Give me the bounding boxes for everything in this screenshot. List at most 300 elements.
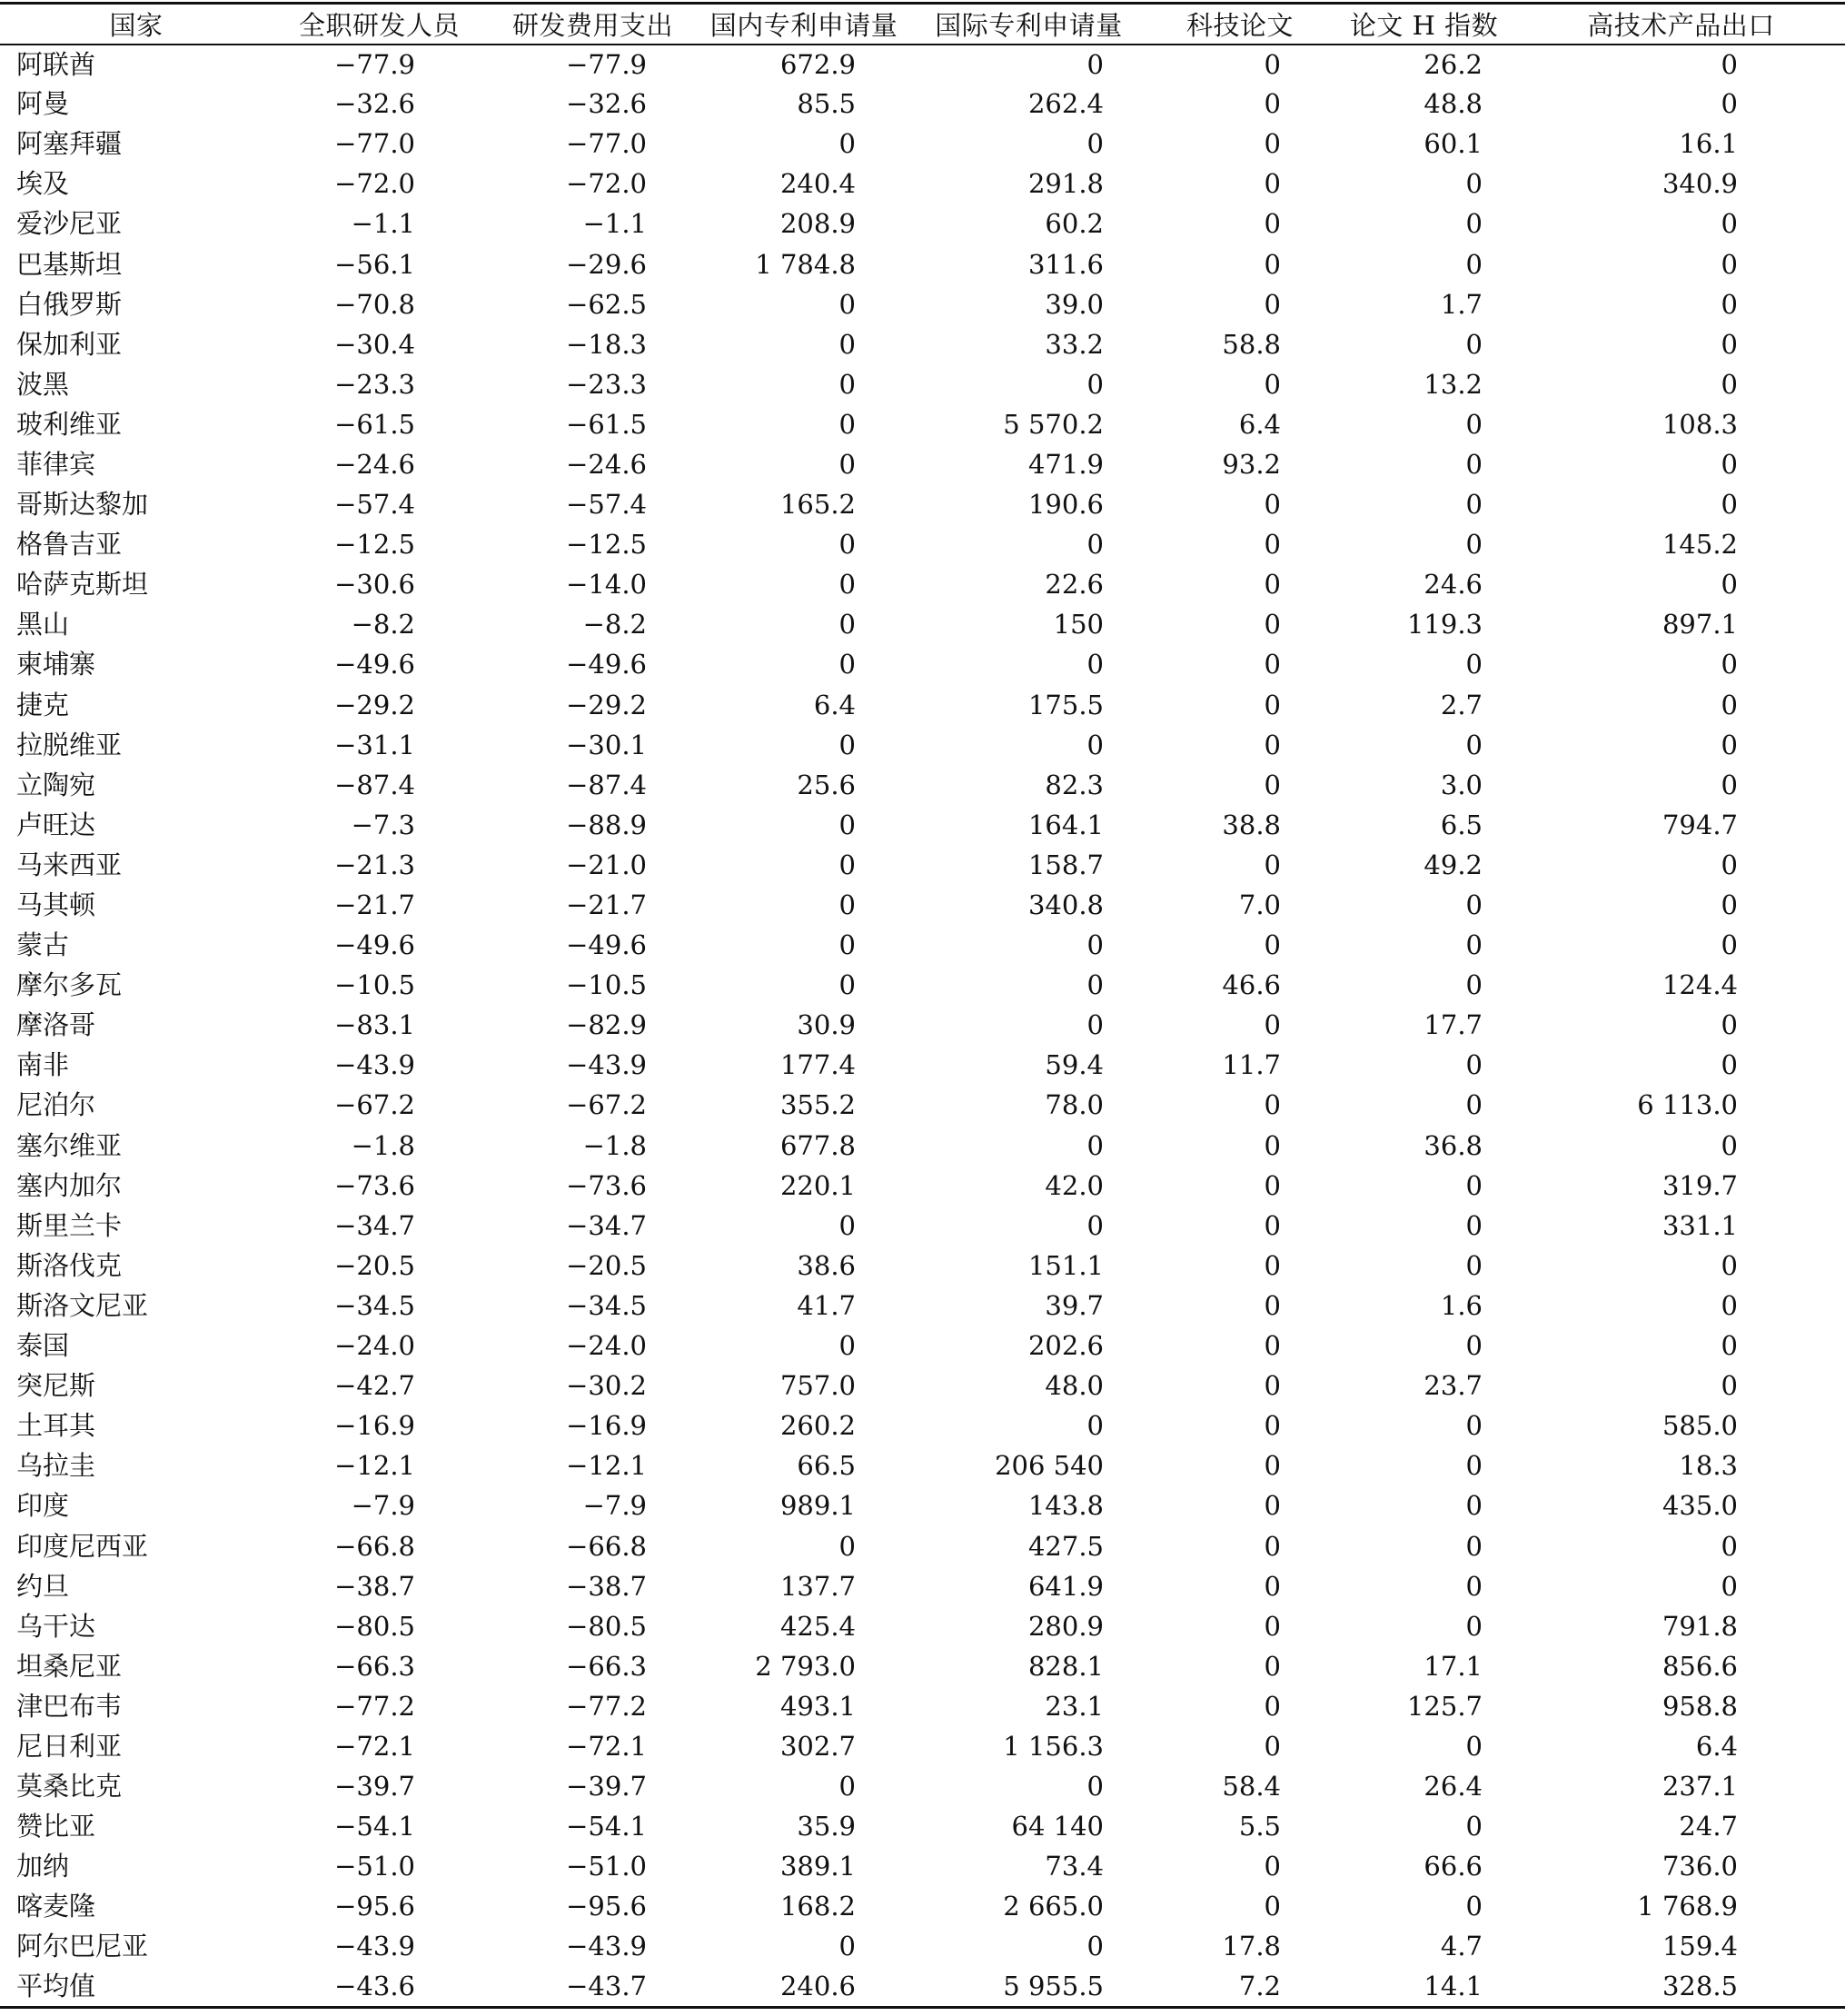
cell-sci-papers: 0	[1264, 1330, 1281, 1362]
cell-rd-staff: −77.0	[334, 128, 415, 160]
cell-hightech-exports: 0	[1721, 328, 1738, 360]
cell-rd-staff: −8.2	[351, 609, 415, 641]
cell-international-patents: 151.1	[1027, 1249, 1104, 1281]
cell-international-patents: 0	[1086, 1410, 1104, 1442]
header-country: 国家	[0, 4, 273, 45]
cell-rd-expenditure: −73.6	[566, 1169, 647, 1201]
cell-rd-expenditure: −39.7	[566, 1771, 647, 1802]
cell-rd-staff: −21.7	[334, 889, 415, 921]
cell-international-patents: 206 540	[995, 1450, 1104, 1482]
cell-rd-expenditure: −20.5	[566, 1249, 647, 1281]
cell-rd-staff: −43.9	[334, 1931, 415, 1962]
cell-rd-expenditure: −49.6	[566, 929, 647, 961]
cell-country: 巴基斯坦	[16, 248, 123, 280]
cell-h-index: 0	[1465, 1610, 1483, 1642]
table-row	[0, 124, 1845, 164]
cell-domestic-patents: 672.9	[779, 48, 856, 80]
cell-h-index: 0	[1465, 1169, 1483, 1201]
cell-international-patents: 0	[1086, 128, 1104, 160]
cell-sci-papers: 0	[1264, 208, 1281, 240]
cell-international-patents: 0	[1086, 48, 1104, 80]
cell-sci-papers: 5.5	[1238, 1811, 1281, 1842]
cell-domestic-patents: 2 793.0	[755, 1650, 856, 1682]
cell-h-index: 1.6	[1440, 1289, 1483, 1321]
cell-hightech-exports: 791.8	[1661, 1610, 1738, 1642]
cell-h-index: 0	[1465, 248, 1483, 280]
table-row	[0, 805, 1845, 845]
cell-hightech-exports: 0	[1721, 729, 1738, 760]
cell-rd-staff: −43.9	[334, 1049, 415, 1081]
cell-sci-papers: 0	[1264, 1169, 1281, 1201]
cell-domestic-patents: 66.5	[797, 1450, 856, 1482]
cell-country: 蒙古	[16, 929, 70, 961]
cell-h-index: 0	[1465, 1049, 1483, 1081]
cell-sci-papers: 0	[1264, 1129, 1281, 1161]
cell-rd-expenditure: −43.9	[566, 1931, 647, 1962]
cell-international-patents: 82.3	[1045, 769, 1104, 800]
cell-hightech-exports: 16.1	[1679, 128, 1738, 160]
cell-rd-expenditure: −43.9	[566, 1049, 647, 1081]
cell-hightech-exports: 0	[1721, 689, 1738, 720]
cell-h-index: 60.1	[1423, 128, 1483, 160]
table-row	[0, 1166, 1845, 1206]
cell-rd-expenditure: −1.1	[582, 208, 647, 240]
cell-international-patents: 164.1	[1027, 809, 1104, 840]
cell-domestic-patents: 389.1	[779, 1851, 856, 1882]
cell-hightech-exports: 6 113.0	[1637, 1089, 1738, 1121]
cell-country: 斯洛伐克	[16, 1249, 123, 1281]
table-row	[0, 1566, 1845, 1606]
cell-domestic-patents: 0	[838, 1931, 856, 1962]
cell-hightech-exports: 0	[1721, 248, 1738, 280]
cell-country: 立陶宛	[16, 769, 96, 800]
cell-sci-papers: 0	[1264, 1209, 1281, 1241]
table-row	[0, 525, 1845, 565]
cell-international-patents: 0	[1086, 649, 1104, 680]
table-row	[0, 1927, 1845, 1967]
cell-h-index: 0	[1465, 929, 1483, 961]
cell-hightech-exports: 0	[1721, 1249, 1738, 1281]
cell-domestic-patents: 355.2	[779, 1089, 856, 1121]
cell-domestic-patents: 0	[838, 1771, 856, 1802]
cell-country: 捷克	[16, 689, 70, 720]
cell-domestic-patents: 0	[838, 569, 856, 601]
table-row	[0, 485, 1845, 525]
cell-country: 波黑	[16, 368, 70, 400]
cell-h-index: 119.3	[1406, 609, 1483, 641]
cell-rd-staff: −51.0	[334, 1851, 415, 1882]
cell-country: 尼泊尔	[16, 1089, 96, 1121]
cell-domestic-patents: 0	[838, 128, 856, 160]
cell-rd-staff: −67.2	[334, 1089, 415, 1121]
cell-hightech-exports: 0	[1721, 48, 1738, 80]
cell-country: 突尼斯	[16, 1370, 96, 1402]
cell-domestic-patents: 260.2	[779, 1410, 856, 1442]
cell-international-patents: 42.0	[1045, 1169, 1104, 1201]
cell-rd-staff: −24.6	[334, 448, 415, 480]
cell-rd-staff: −10.5	[334, 969, 415, 1001]
cell-country: 南非	[16, 1049, 70, 1081]
cell-h-index: 0	[1465, 1450, 1483, 1482]
cell-rd-staff: −31.1	[334, 729, 415, 760]
cell-rd-expenditure: −21.0	[566, 849, 647, 880]
cell-international-patents: 262.4	[1027, 88, 1104, 120]
table-row	[0, 605, 1845, 645]
cell-sci-papers: 0	[1264, 649, 1281, 680]
header-fulltime-rd-staff: 全职研发人员	[273, 4, 486, 45]
cell-h-index: 48.8	[1423, 88, 1483, 120]
cell-h-index: 0	[1465, 489, 1483, 521]
table-row	[0, 1086, 1845, 1126]
cell-international-patents: 0	[1086, 969, 1104, 1001]
cell-rd-expenditure: −54.1	[566, 1811, 647, 1842]
cell-h-index: 0	[1465, 168, 1483, 200]
cell-sci-papers: 0	[1264, 769, 1281, 800]
cell-country: 加纳	[16, 1851, 70, 1882]
cell-h-index: 0	[1465, 328, 1483, 360]
table-row	[0, 1847, 1845, 1887]
cell-international-patents: 0	[1086, 1009, 1104, 1041]
cell-international-patents: 280.9	[1027, 1610, 1104, 1642]
cell-sci-papers: 7.2	[1149, 1967, 1331, 2007]
cell-country: 黑山	[16, 609, 70, 641]
cell-international-patents: 39.0	[1045, 288, 1104, 320]
cell-h-index: 6.5	[1440, 809, 1483, 840]
header-sci-papers: 科技论文	[1149, 4, 1331, 45]
cell-international-patents: 1 156.3	[1003, 1730, 1104, 1762]
cell-rd-expenditure: −88.9	[566, 809, 647, 840]
cell-rd-expenditure: −24.0	[566, 1330, 647, 1362]
cell-country: 格鲁吉亚	[16, 529, 123, 561]
cell-international-patents: 0	[1086, 1931, 1104, 1962]
table-row	[0, 324, 1845, 364]
cell-country: 阿曼	[16, 88, 70, 120]
cell-h-index: 0	[1465, 208, 1483, 240]
cell-country: 泰国	[16, 1330, 70, 1362]
cell-hightech-exports: 0	[1721, 849, 1738, 880]
cell-rd-expenditure: −12.1	[566, 1450, 647, 1482]
cell-domestic-patents: 137.7	[779, 1570, 856, 1602]
cell-rd-expenditure: −29.6	[566, 248, 647, 280]
cell-sci-papers: 38.8	[1222, 809, 1281, 840]
cell-rd-expenditure: −77.0	[566, 128, 647, 160]
cell-domestic-patents: 0	[838, 609, 856, 641]
cell-country: 玻利维亚	[16, 408, 123, 440]
cell-sci-papers: 0	[1264, 929, 1281, 961]
cell-rd-staff: −12.5	[334, 529, 415, 561]
cell-sci-papers: 0	[1264, 529, 1281, 561]
cell-international-patents: 22.6	[1045, 569, 1104, 601]
cell-rd-expenditure: −87.4	[566, 769, 647, 800]
header-international-patents: 国际专利申请量	[908, 4, 1149, 45]
cell-domestic-patents: 0	[838, 729, 856, 760]
cell-domestic-patents: 0	[838, 448, 856, 480]
cell-sci-papers: 0	[1264, 1851, 1281, 1882]
cell-rd-staff: −29.2	[334, 689, 415, 720]
cell-rd-staff: −32.6	[334, 88, 415, 120]
table-row	[0, 1286, 1845, 1326]
cell-hightech-exports: 0	[1721, 889, 1738, 921]
cell-rd-expenditure: −23.3	[566, 368, 647, 400]
cell-rd-expenditure: −32.6	[566, 88, 647, 120]
cell-rd-staff: −7.3	[351, 809, 415, 840]
cell-international-patents: 202.6	[1027, 1330, 1104, 1362]
cell-hightech-exports: 0	[1721, 288, 1738, 320]
cell-h-index: 23.7	[1423, 1370, 1483, 1402]
table-row	[0, 1366, 1845, 1406]
cell-domestic-patents: 208.9	[779, 208, 856, 240]
cell-country: 白俄罗斯	[16, 288, 123, 320]
table-row	[0, 1246, 1845, 1286]
cell-domestic-patents: 302.7	[779, 1730, 856, 1762]
cell-rd-staff: −20.5	[334, 1249, 415, 1281]
cell-domestic-patents: 0	[838, 408, 856, 440]
cell-hightech-exports: 0	[1721, 769, 1738, 800]
cell-h-index: 17.1	[1423, 1650, 1483, 1682]
cell-h-index: 0	[1465, 1089, 1483, 1121]
cell-domestic-patents: 0	[838, 328, 856, 360]
table-row	[0, 284, 1845, 324]
cell-international-patents: 190.6	[1027, 489, 1104, 521]
cell-sci-papers: 0	[1264, 48, 1281, 80]
cell-hightech-exports: 340.9	[1661, 168, 1738, 200]
header-h-index: 论文 H 指数	[1331, 4, 1517, 45]
cell-h-index: 0	[1465, 889, 1483, 921]
cell-international-patents: 471.9	[1027, 448, 1104, 480]
cell-h-index: 3.0	[1440, 769, 1483, 800]
cell-rd-expenditure: −24.6	[566, 448, 647, 480]
cell-h-index: 0	[1465, 1209, 1483, 1241]
cell-h-index: 0	[1465, 1891, 1483, 1922]
cell-rd-expenditure: −77.2	[566, 1690, 647, 1722]
cell-rd-staff: −39.7	[334, 1771, 415, 1802]
cell-international-patents: 158.7	[1027, 849, 1104, 880]
cell-rd-staff: −57.4	[334, 489, 415, 521]
cell-hightech-exports: 0	[1721, 368, 1738, 400]
cell-country: 土耳其	[16, 1410, 96, 1442]
table-row	[0, 1126, 1845, 1166]
cell-rd-expenditure: −95.6	[566, 1891, 647, 1922]
cell-rd-expenditure: −67.2	[566, 1089, 647, 1121]
cell-country: 斯里兰卡	[16, 1209, 123, 1241]
cell-rd-expenditure: −29.2	[566, 689, 647, 720]
cell-international-patents: 33.2	[1045, 328, 1104, 360]
cell-sci-papers: 0	[1264, 1690, 1281, 1722]
cell-sci-papers: 0	[1264, 248, 1281, 280]
cell-rd-staff: −72.1	[334, 1730, 415, 1762]
cell-international-patents: 641.9	[1027, 1570, 1104, 1602]
cell-sci-papers: 0	[1264, 1410, 1281, 1442]
cell-domestic-patents: 757.0	[779, 1370, 856, 1402]
cell-hightech-exports: 0	[1721, 1330, 1738, 1362]
table-row	[0, 1446, 1845, 1486]
cell-rd-staff: −30.6	[334, 569, 415, 601]
cell-domestic-patents: 168.2	[779, 1891, 856, 1922]
cell-rd-expenditure: −30.2	[566, 1370, 647, 1402]
cell-rd-expenditure: −30.1	[566, 729, 647, 760]
cell-domestic-patents: 0	[838, 889, 856, 921]
cell-hightech-exports: 331.1	[1661, 1209, 1738, 1241]
cell-domestic-patents: 0	[838, 849, 856, 880]
cell-country: 阿塞拜疆	[16, 128, 123, 160]
cell-h-index: 0	[1465, 649, 1483, 680]
cell-country: 约旦	[16, 1570, 70, 1602]
cell-sci-papers: 0	[1264, 88, 1281, 120]
table-body	[0, 45, 1845, 2008]
cell-sci-papers: 0	[1264, 1089, 1281, 1121]
table-row	[0, 1887, 1845, 1927]
cell-h-index: 125.7	[1406, 1690, 1483, 1722]
cell-h-index: 26.4	[1423, 1771, 1483, 1802]
cell-country: 马其顿	[16, 889, 96, 921]
cell-domestic-patents: 0	[838, 368, 856, 400]
cell-international-patents: 2 665.0	[1003, 1891, 1104, 1922]
cell-sci-papers: 0	[1264, 128, 1281, 160]
cell-country: 尼日利亚	[16, 1730, 123, 1762]
cell-rd-staff: −12.1	[334, 1450, 415, 1482]
cell-rd-expenditure: −72.0	[566, 168, 647, 200]
table-row	[0, 645, 1845, 685]
header-hightech-exports: 高技术产品出口	[1517, 4, 1845, 45]
cell-sci-papers: 0	[1264, 1650, 1281, 1682]
cell-international-patents: 0	[1086, 929, 1104, 961]
cell-country: 马来西亚	[16, 849, 123, 880]
cell-hightech-exports: 856.6	[1661, 1650, 1738, 1682]
cell-sci-papers: 46.6	[1222, 969, 1281, 1001]
cell-country: 阿尔巴尼亚	[16, 1931, 149, 1962]
cell-rd-expenditure: −49.6	[566, 649, 647, 680]
cell-rd-expenditure: −77.9	[566, 48, 647, 80]
cell-international-patents: 48.0	[1045, 1370, 1104, 1402]
cell-rd-staff: −95.6	[334, 1891, 415, 1922]
cell-international-patents: 828.1	[1027, 1650, 1104, 1682]
cell-domestic-patents: 38.6	[797, 1249, 856, 1281]
data-table	[0, 2, 1845, 2009]
cell-h-index: 4.7	[1440, 1931, 1483, 1962]
cell-h-index: 17.7	[1423, 1009, 1483, 1041]
cell-rd-staff: −30.4	[334, 328, 415, 360]
cell-hightech-exports: 108.3	[1661, 408, 1738, 440]
cell-rd-staff: −49.6	[334, 649, 415, 680]
cell-rd-staff: −54.1	[334, 1811, 415, 1842]
cell-domestic-patents: 165.2	[779, 489, 856, 521]
cell-rd-staff: −1.1	[351, 208, 415, 240]
cell-domestic-patents: 240.4	[779, 168, 856, 200]
cell-sci-papers: 0	[1264, 1370, 1281, 1402]
cell-country: 保加利亚	[16, 328, 123, 360]
cell-rd-staff: −77.2	[334, 1690, 415, 1722]
cell-rd-staff: −24.0	[334, 1330, 415, 1362]
cell-country: 菲律宾	[16, 448, 96, 480]
table-row	[0, 1606, 1845, 1646]
cell-hightech-exports: 794.7	[1661, 809, 1738, 840]
cell-country: 爱沙尼亚	[16, 208, 123, 240]
cell-h-index: 24.6	[1423, 569, 1483, 601]
cell-country: 拉脱维亚	[16, 729, 123, 760]
cell-rd-expenditure: −66.3	[566, 1650, 647, 1682]
table-row	[0, 164, 1845, 204]
cell-country: 喀麦隆	[16, 1891, 96, 1922]
cell-international-patents: 78.0	[1045, 1089, 1104, 1121]
cell-sci-papers: 0	[1264, 1009, 1281, 1041]
cell-country: 乌拉圭	[16, 1450, 96, 1482]
cell-hightech-exports: 0	[1721, 88, 1738, 120]
cell-domestic-patents: 240.6	[699, 1967, 908, 2007]
cell-h-index: 1.7	[1440, 288, 1483, 320]
cell-international-patents: 175.5	[1027, 689, 1104, 720]
table-row	[0, 1967, 1845, 2007]
cell-sci-papers: 0	[1264, 1249, 1281, 1281]
cell-international-patents: 64 140	[1011, 1811, 1104, 1842]
table-row	[0, 1807, 1845, 1847]
cell-sci-papers: 0	[1264, 1891, 1281, 1922]
cell-hightech-exports: 0	[1721, 569, 1738, 601]
cell-sci-papers: 11.7	[1222, 1049, 1281, 1081]
cell-rd-staff: −38.7	[334, 1570, 415, 1602]
cell-rd-expenditure: −61.5	[566, 408, 647, 440]
cell-country: 哥斯达黎加	[16, 489, 149, 521]
cell-domestic-patents: 30.9	[797, 1009, 856, 1041]
cell-sci-papers: 0	[1264, 168, 1281, 200]
cell-rd-staff: −73.6	[334, 1169, 415, 1201]
cell-international-patents: 340.8	[1027, 889, 1104, 921]
cell-hightech-exports: 0	[1721, 208, 1738, 240]
cell-domestic-patents: 493.1	[779, 1690, 856, 1722]
cell-domestic-patents: 0	[838, 529, 856, 561]
cell-domestic-patents: 1 784.8	[755, 248, 856, 280]
cell-domestic-patents: 6.4	[813, 689, 856, 720]
table-row	[0, 244, 1845, 284]
table-row	[0, 845, 1845, 885]
cell-hightech-exports: 237.1	[1661, 1771, 1738, 1802]
cell-rd-staff: −61.5	[334, 408, 415, 440]
table-row	[0, 1526, 1845, 1566]
cell-hightech-exports: 24.7	[1679, 1811, 1738, 1842]
cell-country: 赞比亚	[16, 1811, 96, 1842]
table-row	[0, 444, 1845, 484]
cell-sci-papers: 0	[1264, 1610, 1281, 1642]
cell-domestic-patents: 35.9	[797, 1811, 856, 1842]
cell-country: 印度尼西亚	[16, 1530, 149, 1562]
cell-rd-expenditure: −18.3	[566, 328, 647, 360]
cell-domestic-patents: 425.4	[779, 1610, 856, 1642]
cell-country: 塞尔维亚	[16, 1129, 123, 1161]
cell-h-index: 13.2	[1423, 368, 1483, 400]
table-row	[0, 765, 1845, 805]
cell-sci-papers: 0	[1264, 1730, 1281, 1762]
cell-country: 平均值	[0, 1967, 273, 2007]
table-header	[0, 4, 1845, 45]
cell-rd-staff: −66.8	[334, 1530, 415, 1562]
cell-country: 乌干达	[16, 1610, 96, 1642]
cell-hightech-exports: 159.4	[1661, 1931, 1738, 1962]
table-row	[0, 725, 1845, 765]
cell-country: 坦桑尼亚	[16, 1650, 123, 1682]
cell-h-index: 0	[1465, 1490, 1483, 1522]
cell-sci-papers: 58.8	[1222, 328, 1281, 360]
header-rd-expenditure: 研发费用支出	[486, 4, 699, 45]
cell-country: 斯洛文尼亚	[16, 1289, 149, 1321]
cell-rd-staff: −72.0	[334, 168, 415, 200]
cell-country: 哈萨克斯坦	[16, 569, 149, 601]
cell-international-patents: 143.8	[1027, 1490, 1104, 1522]
cell-sci-papers: 0	[1264, 368, 1281, 400]
table-row	[0, 45, 1845, 84]
cell-rd-expenditure: −43.7	[486, 1967, 699, 2007]
table-row	[0, 565, 1845, 605]
cell-international-patents: 150	[1053, 609, 1104, 641]
cell-hightech-exports: 6.4	[1695, 1730, 1738, 1762]
